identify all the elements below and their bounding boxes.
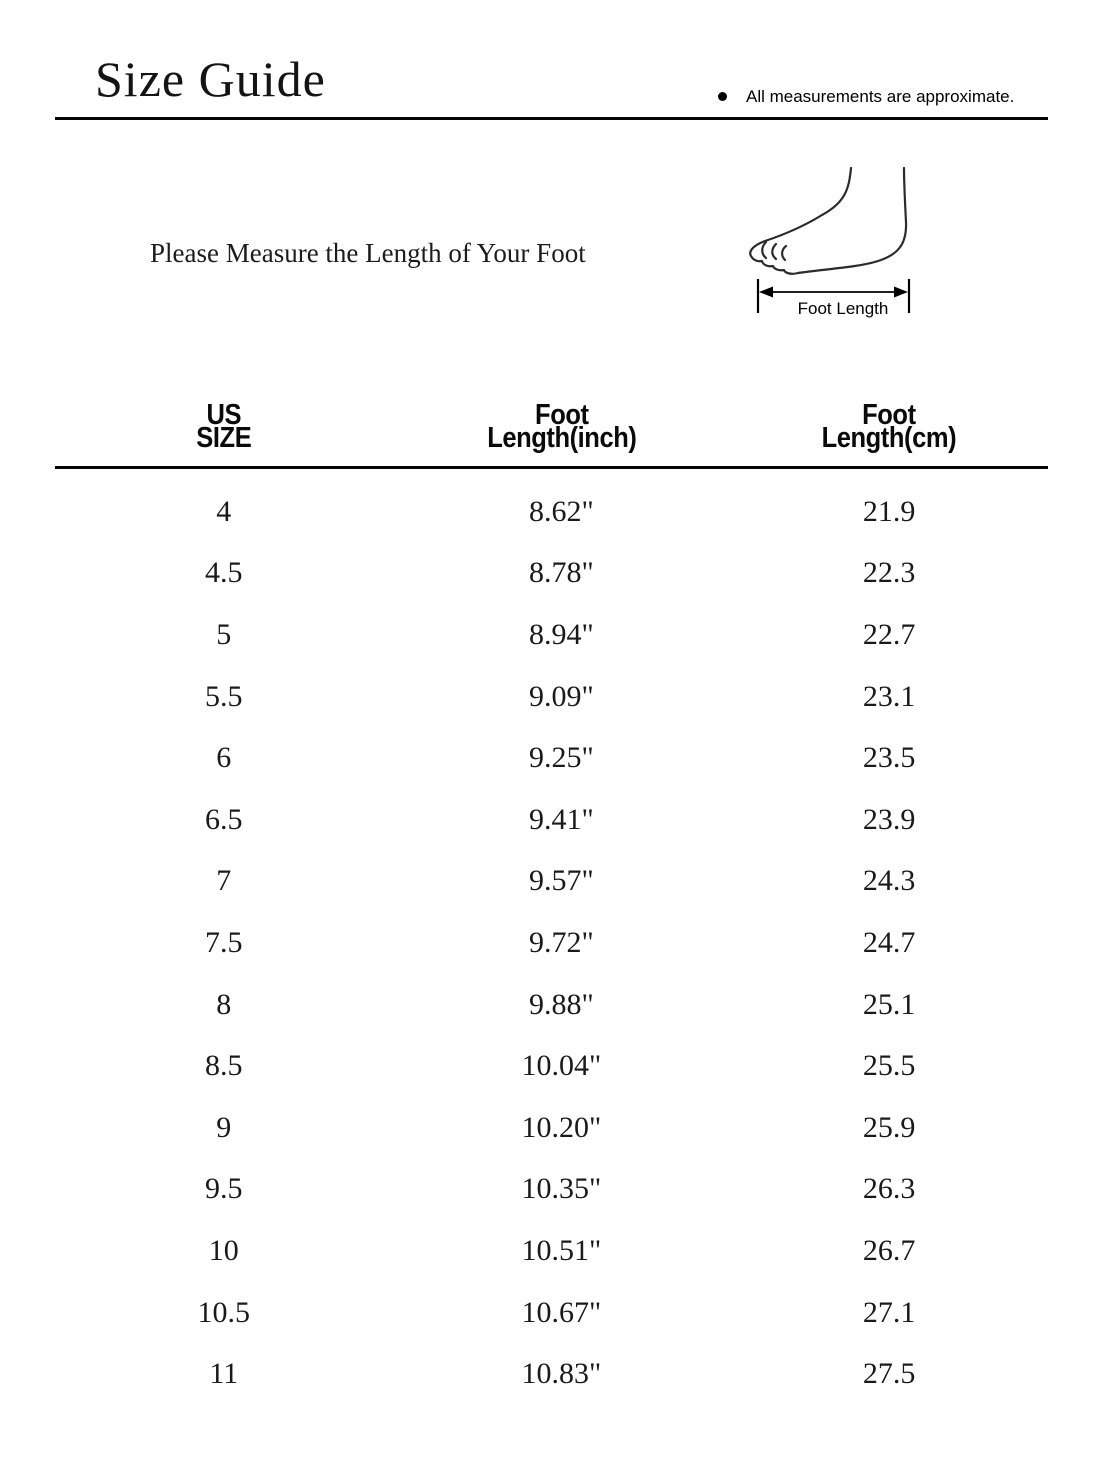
- column-header-line: Length(cm): [821, 422, 957, 454]
- column-header-foot-length-inch: [413, 399, 710, 454]
- foot-length-inch-cell: 10.51": [521, 1233, 602, 1267]
- column-header-line: Foot: [534, 399, 589, 431]
- table-row: [55, 481, 1048, 543]
- foot-length-cm-cell: 26.7: [862, 1233, 916, 1267]
- arrowhead-right-icon: [894, 287, 908, 298]
- us-size-cell: 9: [216, 1110, 232, 1144]
- measurement-note-text: All measurements are approximate.: [746, 87, 1015, 106]
- table-row: [55, 727, 1048, 789]
- us-size-cell: 10: [208, 1233, 239, 1267]
- foot-length-cm-cell: 21.9: [862, 494, 916, 528]
- us-size-cell: 8: [216, 987, 232, 1021]
- foot-length-cm-cell: 25.9: [862, 1110, 916, 1144]
- foot-length-cm-cell: 23.9: [862, 802, 916, 836]
- foot-length-inch-cell: 9.72": [529, 925, 594, 959]
- foot-length-cm-cell: 24.7: [862, 925, 916, 959]
- table-row: [55, 666, 1048, 728]
- us-size-cell: 5.5: [205, 679, 243, 713]
- column-header-line: Foot: [862, 399, 916, 431]
- table-row: [55, 1159, 1048, 1221]
- foot-length-inch-cell: 8.62": [529, 494, 594, 528]
- foot-length-inch-cell: 9.41": [529, 802, 594, 836]
- us-size-cell: 4: [216, 494, 232, 528]
- table-row: [55, 604, 1048, 666]
- foot-length-inch-cell: 8.78": [529, 556, 594, 590]
- foot-length-label: Foot Length: [797, 299, 889, 318]
- us-size-cell: 5: [216, 617, 232, 651]
- foot-length-cm-cell: 27.1: [862, 1295, 916, 1329]
- size-table-body: [55, 481, 1048, 1405]
- foot-length-cm-cell: 25.5: [862, 1049, 916, 1083]
- table-row: [55, 912, 1048, 974]
- measure-instruction: Please Measure the Length of Your Foot: [150, 238, 586, 268]
- column-header-foot-length-cm: [749, 399, 1029, 454]
- us-size-cell: 6.5: [205, 802, 243, 836]
- foot-length-cm-cell: 25.1: [862, 987, 916, 1021]
- foot-length-cm-cell: 23.1: [862, 679, 916, 713]
- header-divider: [55, 117, 1048, 120]
- us-size-cell: 9.5: [205, 1172, 243, 1206]
- foot-length-inch-cell: 10.67": [521, 1295, 602, 1329]
- column-header-us-size: [75, 399, 372, 454]
- foot-length-cm-cell: 24.3: [862, 864, 916, 898]
- us-size-cell: 7: [216, 864, 232, 898]
- us-size-cell: 11: [209, 1357, 239, 1391]
- foot-length-inch-cell: 9.57": [529, 864, 594, 898]
- us-size-cell: 4.5: [205, 556, 243, 590]
- foot-outline-icon: [750, 168, 906, 274]
- foot-length-inch-cell: 10.04": [521, 1049, 602, 1083]
- table-row: [55, 1282, 1048, 1344]
- measurement-note: [718, 87, 1014, 107]
- table-header-divider: [55, 466, 1048, 469]
- foot-length-inch-cell: 10.35": [521, 1172, 602, 1206]
- foot-length-inch-cell: 9.09": [529, 679, 594, 713]
- foot-length-inch-cell: 9.25": [529, 741, 594, 775]
- table-row: [55, 543, 1048, 605]
- foot-length-cm-cell: 23.5: [862, 741, 916, 775]
- foot-length-inch-cell: 9.88": [529, 987, 594, 1021]
- column-header-line: Length(inch): [486, 422, 637, 454]
- foot-length-inch-cell: 10.83": [521, 1357, 602, 1391]
- foot-illustration: [738, 156, 938, 316]
- size-table-header: [55, 399, 1048, 454]
- table-row: [55, 1035, 1048, 1097]
- us-size-cell: 8.5: [205, 1049, 243, 1083]
- foot-length-inch-cell: 8.94": [529, 617, 594, 651]
- arrowhead-left-icon: [759, 287, 773, 298]
- foot-length-cm-cell: 27.5: [862, 1357, 916, 1391]
- table-row: [55, 974, 1048, 1036]
- table-row: [55, 851, 1048, 913]
- us-size-cell: 7.5: [205, 925, 243, 959]
- page-title: Size Guide: [95, 51, 326, 107]
- column-header-line: SIZE: [196, 422, 252, 454]
- table-row: [55, 789, 1048, 851]
- us-size-cell: 6: [216, 741, 232, 775]
- table-row: [55, 1220, 1048, 1282]
- table-row: [55, 1343, 1048, 1405]
- foot-length-cm-cell: 26.3: [862, 1172, 916, 1206]
- us-size-cell: 10.5: [197, 1295, 251, 1329]
- bullet-icon: [718, 92, 727, 101]
- foot-length-inch-cell: 10.20": [521, 1110, 602, 1144]
- table-row: [55, 1097, 1048, 1159]
- foot-length-cm-cell: 22.7: [862, 617, 916, 651]
- foot-length-cm-cell: 22.3: [862, 556, 916, 590]
- column-header-line: US: [206, 399, 242, 431]
